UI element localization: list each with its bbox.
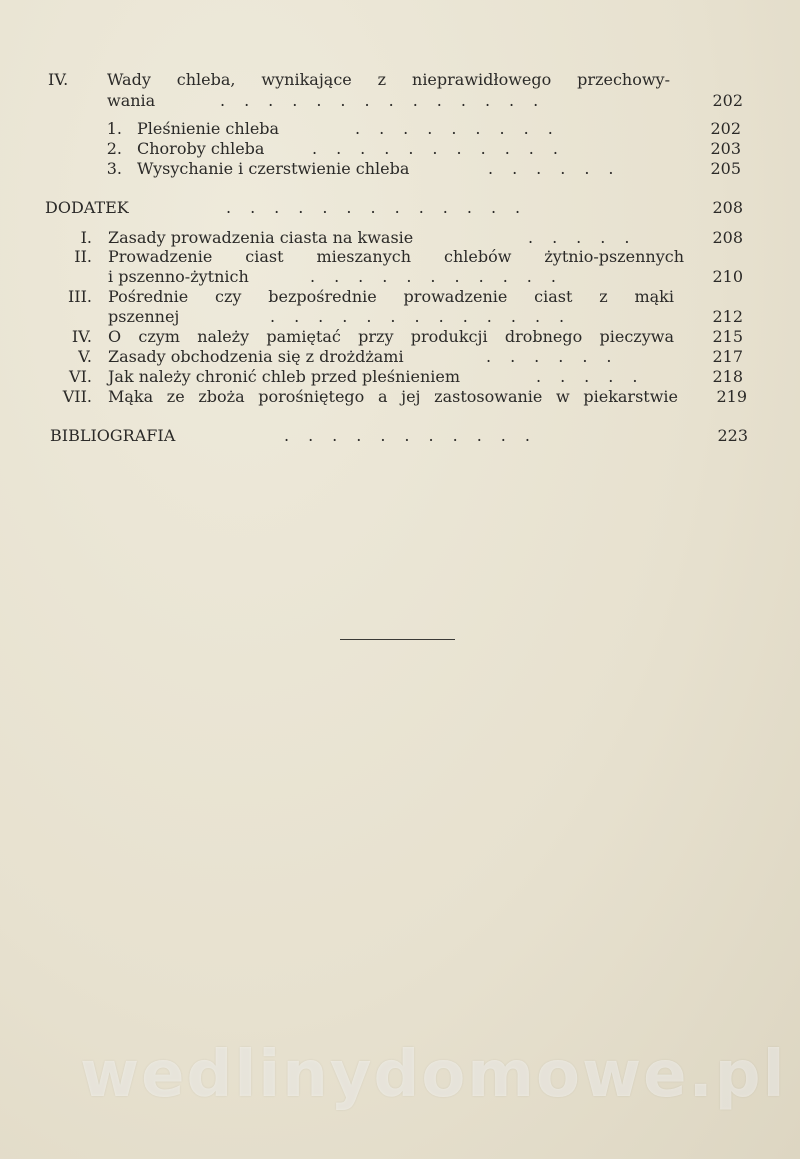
watermark: wedlinydomowe.pl [80, 1038, 787, 1112]
subitem-number: 3. [106, 159, 122, 178]
entry-number: IV. [48, 70, 69, 89]
item-title-line1: Pośrednie czy bezpośrednie prowadzenie ciast z mąki [108, 287, 674, 306]
item-page: 212 [712, 307, 743, 326]
item-number: III. [67, 287, 92, 306]
leader-dots: ............. [226, 198, 540, 217]
subitem-title: Pleśnienie chleba [137, 119, 280, 138]
entry-title-line2: wania [107, 91, 156, 110]
item-title: Zasady prowadzenia ciasta na kwasie [108, 228, 414, 247]
leader-dots: ........... [284, 426, 549, 445]
subitem-number: 1. [106, 119, 122, 138]
section-page: 223 [717, 426, 748, 445]
leader-dots: ......... [355, 119, 572, 138]
section-title: BIBLIOGRAFIA [50, 426, 176, 445]
section-page: 208 [712, 198, 743, 217]
leader-dots: ........... [312, 139, 577, 158]
subitem-title: Choroby chleba [137, 139, 265, 158]
item-page: 215 [712, 327, 743, 346]
leader-dots: ........... [310, 267, 575, 286]
item-number: V. [78, 347, 92, 366]
item-number: I. [80, 228, 92, 247]
item-number: IV. [71, 327, 92, 346]
entry-page: 202 [712, 91, 743, 110]
item-page: 219 [716, 387, 747, 406]
item-number: II. [74, 247, 92, 266]
item-title: Zasady obchodzenia się z drożdżami [108, 347, 404, 366]
leader-dots: ............. [270, 307, 584, 326]
item-number: VII. [62, 387, 92, 406]
subitem-number: 2. [106, 139, 122, 158]
leader-dots: ..... [536, 367, 657, 386]
item-page: 208 [712, 228, 743, 247]
item-title: O czym należy pamiętać przy produkcji drobnego pieczywa [108, 327, 674, 346]
end-rule [340, 639, 455, 640]
item-title-line1: Prowadzenie ciast mieszanych chlebów żytnio-pszennych [108, 247, 684, 266]
item-page: 218 [712, 367, 743, 386]
leader-dots: ...... [486, 347, 631, 366]
subitem-page: 203 [710, 139, 741, 158]
item-title: Mąka ze zboża porośniętego a jej zastosowanie w piekarstwie [108, 387, 678, 406]
item-title: Jak należy chronić chleb przed pleśnieniem [108, 367, 461, 386]
item-page: 217 [712, 347, 743, 366]
item-title-line2: i pszenno-żytnich [108, 267, 249, 286]
item-page: 210 [712, 267, 743, 286]
subitem-page: 202 [710, 119, 741, 138]
entry-title-line1: Wady chleba, wynikające z nieprawidłowego przechowy- [107, 70, 670, 89]
leader-dots: ...... [488, 159, 633, 178]
section-title: DODATEK [45, 198, 129, 217]
subitem-page: 205 [710, 159, 741, 178]
leader-dots: ..... [528, 228, 649, 247]
item-title-line2: pszennej [108, 307, 180, 326]
subitem-title: Wysychanie i czerstwienie chleba [137, 159, 410, 178]
leader-dots: .............. [220, 91, 558, 110]
item-number: VI. [69, 367, 92, 386]
